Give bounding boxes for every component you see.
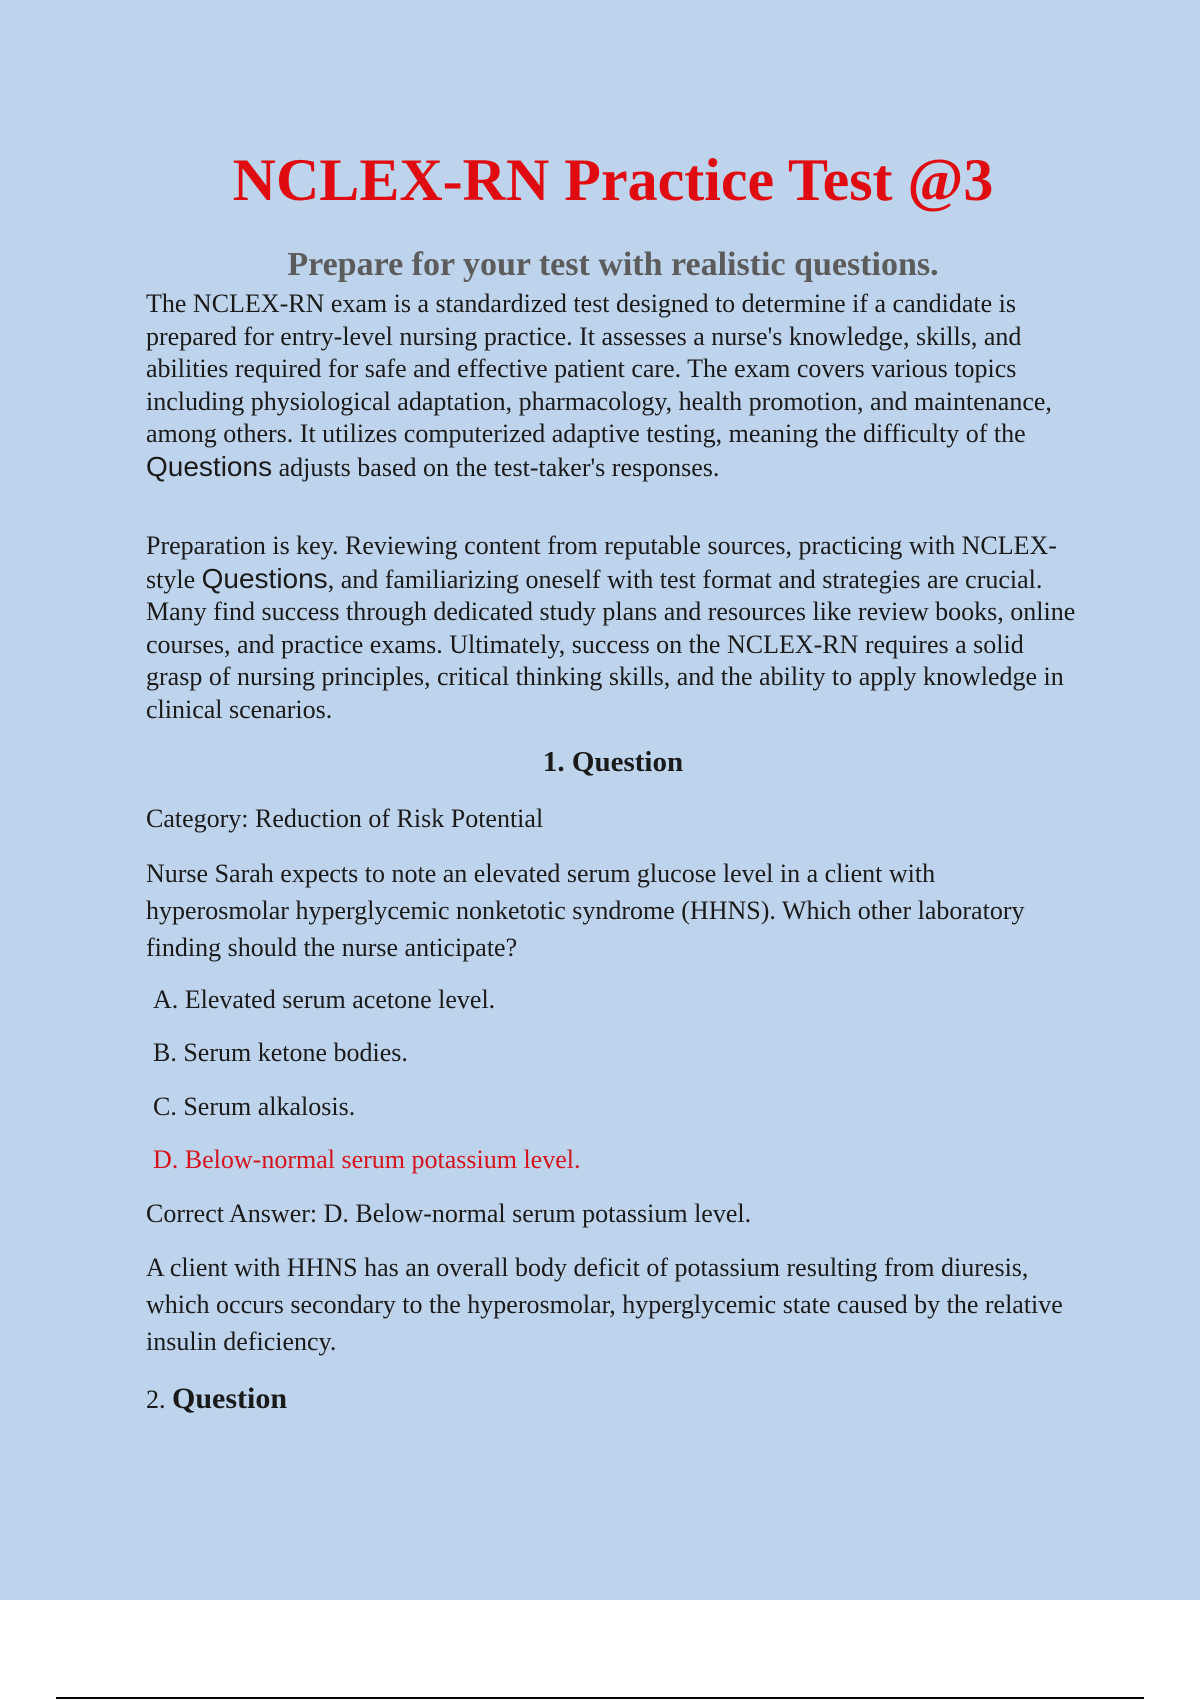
question-2-number: 2. xyxy=(146,1385,166,1414)
intro-text-2b: , and familiarizing oneself with test format and strategies are crucial. Many find success through dedicated study plans and resources like review books, online courses, and practice exams. Ultimately, success on the NCLEX-RN requires a solid grasp of nursing principles, critical thinking skills, and the ability to apply knowledge in clinical scenarios. xyxy=(146,564,1076,724)
page-title: NCLEX-RN Practice Test @3 xyxy=(232,147,994,213)
rationale: A client with HHNS has an overall body deficit of potassium resulting from diuresis, which occurs secondary to the hyperosmolar, hyperglycemic state caused by the relative insulin deficiency. xyxy=(146,1253,1063,1356)
intro-keyword-2: Questions xyxy=(201,562,328,594)
question-1-stem: Nurse Sarah expects to note an elevated serum glucose level in a client with hyperosmolar hyperglycemic nonketotic syndrome (HHNS). Which other laboratory finding should the nurse anticipate? xyxy=(146,859,1025,962)
option-a[interactable]: A. Elevated serum acetone level. xyxy=(153,985,496,1014)
question-1-heading: 1. Question xyxy=(542,746,684,778)
question-2-label: Question xyxy=(172,1382,288,1415)
option-b[interactable]: B. Serum ketone bodies. xyxy=(153,1038,408,1067)
option-d-correct[interactable]: D. Below-normal serum potassium level. xyxy=(153,1145,581,1174)
page-subtitle: Prepare for your test with realistic questions. xyxy=(287,246,939,283)
question-1-category: Category: Reduction of Risk Potential xyxy=(146,804,544,833)
correct-answer: Correct Answer: D. Below-normal serum potassium level. xyxy=(146,1199,752,1228)
option-c[interactable]: C. Serum alkalosis. xyxy=(153,1092,356,1121)
intro-keyword-1: Questions xyxy=(146,450,273,482)
intro-paragraph-1 xyxy=(146,288,1080,484)
footer-divider xyxy=(56,1697,1144,1699)
intro-text-2a: Preparation is key. Reviewing content from reputable sources, practicing with NCLEX-style xyxy=(146,531,1057,594)
intro-paragraph-2 xyxy=(146,530,1080,726)
intro-text-1a: The NCLEX-RN exam is a standardized test designed to determine if a candidate is prepared for entry-level nursing practice. It assesses a nurse's knowledge, skills, and abilities required for safe and effective patient care. The exam covers various topics including physiological adaptation, pharmacology, health promotion, and maintenance, among others. It utilizes computerized adaptive testing, meaning the difficulty of the xyxy=(146,289,1052,448)
intro-text-1b: adjusts based on the test-taker's responses. xyxy=(272,452,720,482)
question-2-heading xyxy=(146,1381,287,1418)
